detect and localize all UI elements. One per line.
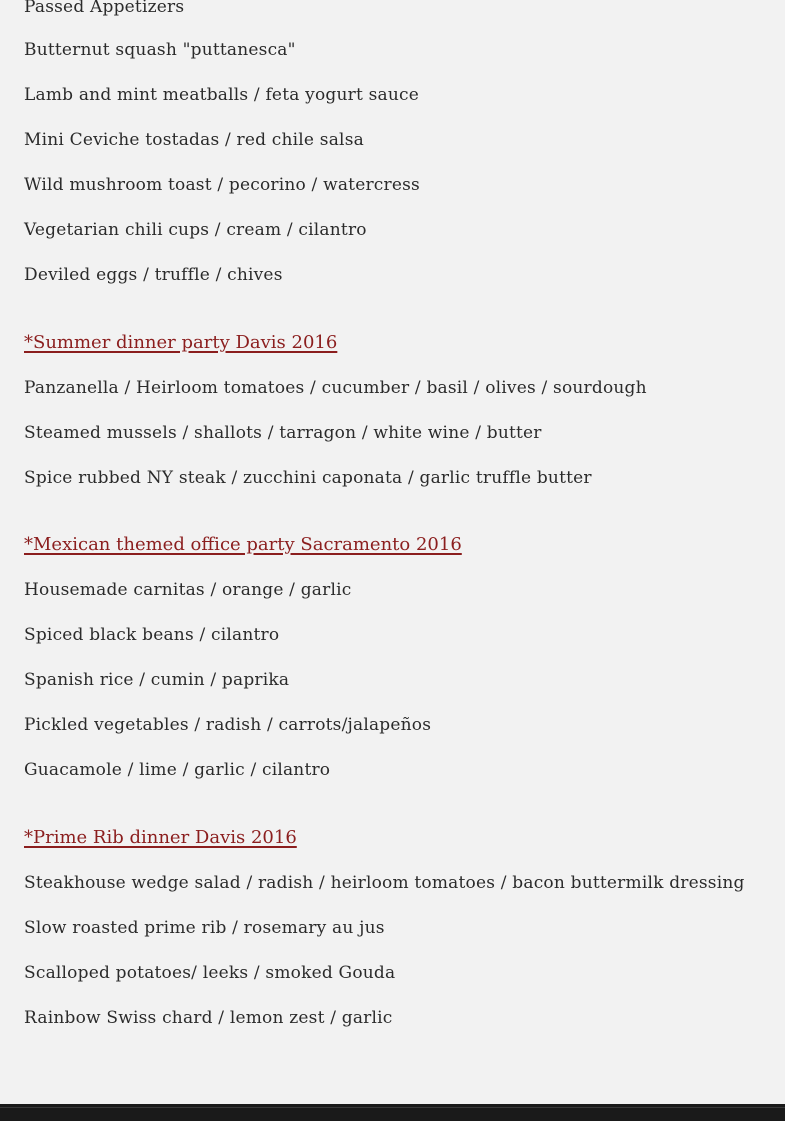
menu-item: Rainbow Swiss chard / lemon zest / garlic [24, 1008, 393, 1028]
menu-item: Lamb and mint meatballs / feta yogurt sauce [24, 85, 419, 105]
menu-item: Panzanella / Heirloom tomatoes / cucumber / basil / olives / sourdough [24, 378, 647, 398]
menu-item: Butternut squash "puttanesca" [24, 40, 296, 60]
menu-item: Wild mushroom toast / pecorino / watercress [24, 175, 420, 195]
menu-item: Spiced black beans / cilantro [24, 625, 280, 645]
footer-bar [0, 1104, 785, 1121]
menu-item-passed-appetizers-label: Passed Appetizers [24, 0, 185, 17]
menu-item: Spice rubbed NY steak / zucchini caponata / garlic truffle butter [24, 468, 592, 488]
section-heading-mexican-party-link[interactable]: *Mexican themed office party Sacramento 2016 [24, 534, 462, 555]
menu-item: Scalloped potatoes/ leeks / smoked Gouda [24, 963, 396, 983]
menu-item: Vegetarian chili cups / cream / cilantro [24, 220, 367, 240]
menu-item: Steakhouse wedge salad / radish / heirloom tomatoes / bacon buttermilk dressing [24, 873, 745, 893]
menu-item: Steamed mussels / shallots / tarragon / white wine / butter [24, 423, 542, 443]
menu-item: Guacamole / lime / garlic / cilantro [24, 760, 331, 780]
menu-item: Pickled vegetables / radish / carrots/jalapeños [24, 715, 432, 735]
menu-item: Spanish rice / cumin / paprika [24, 670, 290, 690]
menu-item: Mini Ceviche tostadas / red chile salsa [24, 130, 364, 150]
menu-item: Housemade carnitas / orange / garlic [24, 580, 352, 600]
menu-item: Deviled eggs / truffle / chives [24, 265, 283, 285]
menu-item: Slow roasted prime rib / rosemary au jus [24, 918, 385, 938]
footer-divider [0, 1107, 785, 1108]
section-heading-summer-dinner-link[interactable]: *Summer dinner party Davis 2016 [24, 332, 338, 353]
section-heading-prime-rib-link[interactable]: *Prime Rib dinner Davis 2016 [24, 827, 297, 848]
